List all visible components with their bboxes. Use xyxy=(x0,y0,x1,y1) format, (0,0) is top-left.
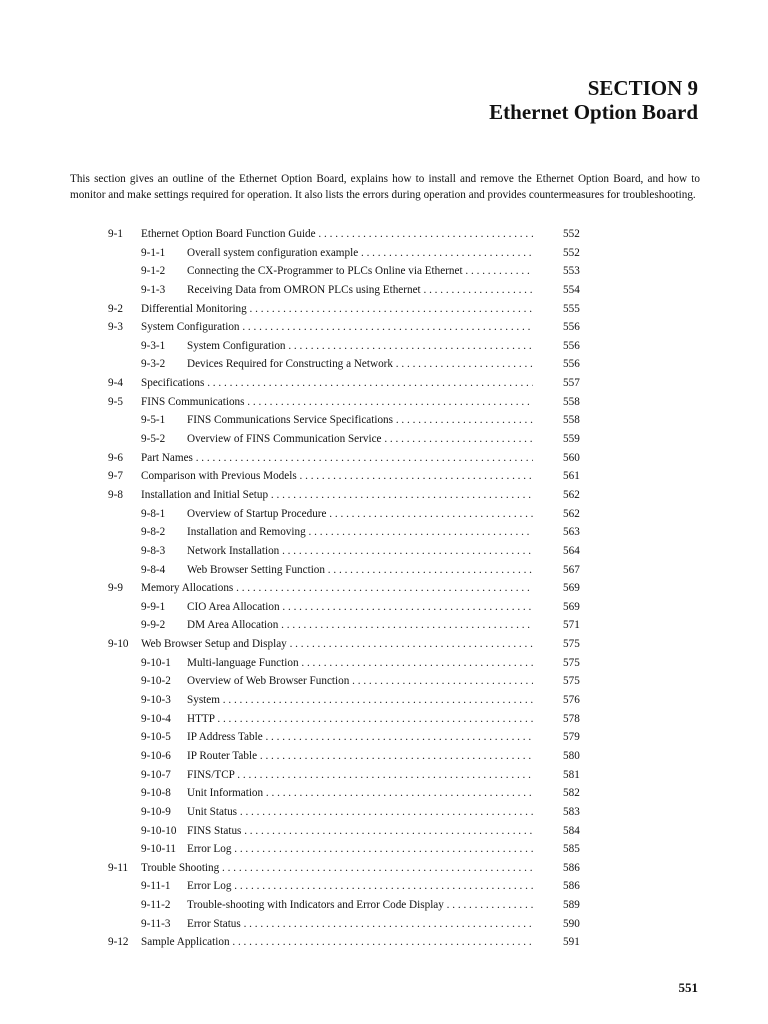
toc-entry-title-text: DM Area Allocation xyxy=(187,619,279,632)
toc-entry-title xyxy=(141,393,533,412)
toc-entry-page: 575 xyxy=(563,638,580,651)
toc-entry-number: 9-10-8 xyxy=(141,787,171,800)
toc-section-entry xyxy=(0,393,768,412)
toc-entry-number: 9-10 xyxy=(108,638,129,651)
toc-entry-page: 589 xyxy=(563,899,580,912)
toc-entry-page: 582 xyxy=(563,787,580,800)
toc-entry-page: 559 xyxy=(563,433,580,446)
toc-entry-title-text: Network Installation xyxy=(187,544,280,557)
toc-entry-title xyxy=(187,672,533,691)
toc-entry-number: 9-8-4 xyxy=(141,563,166,576)
toc-entry-title xyxy=(187,355,533,374)
toc-entry-number: 9-8-2 xyxy=(141,526,166,539)
toc-entry-number: 9-1 xyxy=(108,228,123,240)
toc-entry-number: 9-10-11 xyxy=(141,843,177,856)
toc-entry-title-text: Differential Monitoring xyxy=(141,302,247,315)
toc-entry-title xyxy=(187,523,533,542)
toc-entry-title-text: System Configuration xyxy=(187,339,286,352)
toc-entry-title xyxy=(141,579,533,598)
toc-entry-title-text: Memory Allocations xyxy=(141,582,234,595)
toc-entry-title xyxy=(187,803,533,822)
toc-entry-title xyxy=(187,896,533,915)
toc-entry-title xyxy=(187,691,533,710)
toc-entry-title-text: Connecting the CX-Programmer to PLCs Online via Ethernet xyxy=(187,265,463,278)
toc-entry-title xyxy=(141,374,533,393)
toc-entry-title-text: Sample Application xyxy=(141,936,230,949)
toc-entry-page: 564 xyxy=(563,544,580,557)
toc-entry-title xyxy=(187,244,533,263)
toc-entry-page: 586 xyxy=(563,880,580,893)
toc-entry-title xyxy=(187,598,533,617)
toc-subsection-entry xyxy=(0,747,768,766)
toc-subsection-entry xyxy=(0,355,768,374)
toc-subsection-entry xyxy=(0,523,768,542)
toc-entry-number: 9-4 xyxy=(108,377,123,390)
toc-entry-number: 9-5-2 xyxy=(141,433,166,446)
toc-entry-title-text: Web Browser Setup and Display xyxy=(141,638,287,651)
toc-entry-title-text: IP Router Table xyxy=(187,749,258,762)
toc-subsection-entry xyxy=(0,691,768,710)
toc-entry-title xyxy=(141,933,533,952)
toc-entry-number: 9-8-3 xyxy=(141,544,166,557)
toc-subsection-entry xyxy=(0,896,768,915)
toc-entry-page: 557 xyxy=(563,377,580,390)
toc-entry-page: 553 xyxy=(563,265,580,278)
toc-entry-page: 590 xyxy=(563,917,580,930)
toc-subsection-entry xyxy=(0,654,768,673)
toc-entry-title-text: IP Address Table xyxy=(187,731,263,744)
toc-entry-title-text: Trouble-shooting with Indicators and Error Code Display xyxy=(187,899,444,912)
toc-entry-page: 569 xyxy=(563,600,580,613)
toc-entry-page: 552 xyxy=(563,246,580,259)
toc-entry-number: 9-10-5 xyxy=(141,731,171,744)
toc-entry-title-text: Overall system configuration example xyxy=(187,246,359,259)
toc-subsection-entry xyxy=(0,840,768,859)
toc-entry-title-text: Installation and Removing xyxy=(187,526,306,539)
toc-entry-title xyxy=(187,654,533,673)
toc-entry-page: 586 xyxy=(563,861,580,874)
toc-section-entry xyxy=(0,225,768,244)
toc-entry-title-text: System xyxy=(187,694,220,707)
toc-subsection-entry xyxy=(0,561,768,580)
toc-entry-title xyxy=(141,318,533,337)
toc-entry-page: 585 xyxy=(563,843,580,856)
toc-entry-number: 9-5-1 xyxy=(141,414,166,427)
toc-subsection-entry xyxy=(0,672,768,691)
toc-entry-title-text: CIO Area Allocation xyxy=(187,600,280,613)
toc-entry-page: 558 xyxy=(563,414,580,427)
toc-entry-title-text: HTTP xyxy=(187,712,215,725)
toc-entry-page: 584 xyxy=(563,824,580,837)
toc-entry-title-text: Ethernet Option Board Function Guide xyxy=(141,228,316,240)
toc-entry-title xyxy=(187,337,533,356)
toc-entry-title-text: Part Names xyxy=(141,451,193,464)
toc-entry-title xyxy=(187,505,533,524)
section-title: Ethernet Option Board xyxy=(489,100,698,124)
toc-entry-title-text: FINS Communications xyxy=(141,395,245,408)
toc-section-entry xyxy=(0,374,768,393)
toc-entry-title xyxy=(141,635,533,654)
toc-entry-number: 9-11-3 xyxy=(141,917,171,930)
toc-entry-title xyxy=(141,467,533,486)
toc-subsection-entry xyxy=(0,542,768,561)
toc-section-entry xyxy=(0,449,768,468)
toc-entry-title xyxy=(187,616,533,635)
toc-entry-number: 9-10-7 xyxy=(141,768,171,781)
toc-subsection-entry xyxy=(0,262,768,281)
toc-entry-title xyxy=(141,859,533,878)
toc-entry-number: 9-7 xyxy=(108,470,123,483)
toc-entry-number: 9-10-9 xyxy=(141,805,171,818)
toc-entry-number: 9-10-2 xyxy=(141,675,171,688)
toc-subsection-entry xyxy=(0,784,768,803)
toc-entry-number: 9-8 xyxy=(108,488,123,501)
toc-entry-number: 9-1-3 xyxy=(141,283,166,296)
toc-section-entry xyxy=(0,635,768,654)
toc-subsection-entry xyxy=(0,915,768,934)
toc-entry-title xyxy=(187,877,533,896)
toc-entry-page: 560 xyxy=(563,451,580,464)
toc-entry-title xyxy=(187,430,533,449)
toc-section-entry xyxy=(0,579,768,598)
section-label: SECTION 9 xyxy=(587,76,698,100)
toc-entry-page: 571 xyxy=(563,619,580,632)
toc-entry-title-text: FINS Status xyxy=(187,824,242,837)
toc-entry-number: 9-10-10 xyxy=(141,824,177,837)
toc-entry-title xyxy=(187,542,533,561)
toc-entry-page: 562 xyxy=(563,488,580,501)
page-number: 551 xyxy=(678,980,698,995)
toc-entry-number: 9-2 xyxy=(108,302,123,315)
toc-entry-title xyxy=(141,486,533,505)
toc-entry-title-text: Error Status xyxy=(187,917,241,930)
toc-entry-title-text: Overview of FINS Communication Service xyxy=(187,433,382,446)
toc-entry-title-text: Unit Status xyxy=(187,805,238,818)
toc-entry-title xyxy=(187,840,533,859)
toc-entry-page: 552 xyxy=(563,228,580,240)
toc-entry-title-text: Web Browser Setting Function xyxy=(187,563,325,576)
toc-entry-page: 581 xyxy=(563,768,580,781)
toc-entry-title-text: Trouble Shooting xyxy=(141,861,220,874)
toc-entry-page: 575 xyxy=(563,656,580,669)
table-of-contents xyxy=(0,225,768,952)
toc-entry-title xyxy=(141,449,533,468)
toc-subsection-entry xyxy=(0,616,768,635)
toc-entry-title xyxy=(187,281,533,300)
toc-entry-page: 555 xyxy=(563,302,580,315)
toc-entry-page: 556 xyxy=(563,321,580,334)
toc-entry-number: 9-3-2 xyxy=(141,358,166,371)
toc-entry-page: 591 xyxy=(563,936,580,949)
toc-entry-page: 558 xyxy=(563,395,580,408)
toc-section-entry xyxy=(0,318,768,337)
toc-entry-title xyxy=(187,710,533,729)
toc-subsection-entry xyxy=(0,710,768,729)
toc-entry-title-text: Overview of Startup Procedure xyxy=(187,507,327,520)
toc-entry-title-text: System Configuration xyxy=(141,321,240,334)
toc-entry-number: 9-9-2 xyxy=(141,619,166,632)
toc-section-entry xyxy=(0,300,768,319)
toc-entry-title-text: Receiving Data from OMRON PLCs using Ethernet xyxy=(187,283,421,296)
toc-subsection-entry xyxy=(0,281,768,300)
toc-entry-number: 9-1-1 xyxy=(141,246,166,259)
toc-entry-number: 9-8-1 xyxy=(141,507,166,520)
toc-entry-page: 554 xyxy=(563,283,580,296)
toc-entry-page: 583 xyxy=(563,805,580,818)
toc-entry-page: 569 xyxy=(563,582,580,595)
toc-entry-title-text: Unit Information xyxy=(187,787,264,800)
toc-subsection-entry xyxy=(0,598,768,617)
section-heading xyxy=(489,76,698,124)
toc-entry-page: 567 xyxy=(563,563,580,576)
intro-paragraph: This section gives an outline of the Ethernet Option Board, explains how to install and remove the Ethernet Option Board, and how to monitor and make settings required for operation. It also lists the errors during operation and provides countermeasures for troubleshooting. xyxy=(70,173,700,201)
toc-entry-title-text: Error Log xyxy=(187,843,232,856)
toc-entry-number: 9-10-3 xyxy=(141,694,171,707)
toc-entry-title-text: Overview of Web Browser Function xyxy=(187,675,350,688)
toc-entry-number: 9-9 xyxy=(108,582,123,595)
toc-subsection-entry xyxy=(0,337,768,356)
toc-entry-title xyxy=(187,747,533,766)
toc-entry-title-text: FINS/TCP xyxy=(187,768,235,781)
toc-entry-number: 9-3-1 xyxy=(141,339,166,352)
toc-entry-title xyxy=(187,915,533,934)
toc-entry-number: 9-9-1 xyxy=(141,600,166,613)
toc-entry-title xyxy=(141,225,533,244)
toc-entry-title-text: Multi-language Function xyxy=(187,656,299,669)
toc-entry-page: 556 xyxy=(563,339,580,352)
toc-entry-page: 556 xyxy=(563,358,580,371)
toc-section-entry xyxy=(0,486,768,505)
toc-entry-number: 9-6 xyxy=(108,451,123,464)
toc-entry-title xyxy=(141,300,533,319)
toc-entry-title xyxy=(187,561,533,580)
toc-section-entry xyxy=(0,859,768,878)
toc-entry-page: 576 xyxy=(563,694,580,707)
toc-entry-page: 561 xyxy=(563,470,580,483)
toc-entry-title xyxy=(187,262,533,281)
toc-subsection-entry xyxy=(0,411,768,430)
toc-entry-title xyxy=(187,822,533,841)
toc-entry-number: 9-11-1 xyxy=(141,880,171,893)
toc-entry-title-text: FINS Communications Service Specifications xyxy=(187,414,394,427)
toc-subsection-entry xyxy=(0,803,768,822)
toc-subsection-entry xyxy=(0,822,768,841)
toc-entry-number: 9-11-2 xyxy=(141,899,171,912)
toc-entry-number: 9-10-4 xyxy=(141,712,171,725)
toc-entry-title-text: Comparison with Previous Models xyxy=(141,470,297,483)
toc-section-entry xyxy=(0,467,768,486)
toc-subsection-entry xyxy=(0,877,768,896)
toc-subsection-entry xyxy=(0,728,768,747)
toc-entry-number: 9-3 xyxy=(108,321,123,334)
toc-entry-page: 575 xyxy=(563,675,580,688)
toc-entry-title xyxy=(187,728,533,747)
toc-subsection-entry xyxy=(0,766,768,785)
toc-entry-title xyxy=(187,784,533,803)
toc-entry-page: 578 xyxy=(563,712,580,725)
toc-entry-title-text: Devices Required for Constructing a Network xyxy=(187,358,393,371)
toc-entry-page: 579 xyxy=(563,731,580,744)
toc-subsection-entry xyxy=(0,505,768,524)
toc-entry-page: 580 xyxy=(563,749,580,762)
toc-entry-number: 9-12 xyxy=(108,936,129,949)
toc-entry-title-text: Installation and Initial Setup xyxy=(141,488,269,501)
toc-entry-title-text: Error Log xyxy=(187,880,232,893)
toc-entry-title xyxy=(187,411,533,430)
toc-entry-title xyxy=(187,766,533,785)
toc-subsection-entry xyxy=(0,430,768,449)
toc-entry-page: 562 xyxy=(563,507,580,520)
toc-entry-number: 9-1-2 xyxy=(141,265,166,278)
toc-section-entry xyxy=(0,933,768,952)
toc-entry-number: 9-5 xyxy=(108,395,123,408)
toc-entry-number: 9-10-1 xyxy=(141,656,171,669)
toc-subsection-entry xyxy=(0,244,768,263)
toc-entry-title-text: Specifications xyxy=(141,377,205,390)
toc-entry-number: 9-11 xyxy=(108,861,129,874)
toc-entry-page: 563 xyxy=(563,526,580,539)
toc-entry-number: 9-10-6 xyxy=(141,749,171,762)
